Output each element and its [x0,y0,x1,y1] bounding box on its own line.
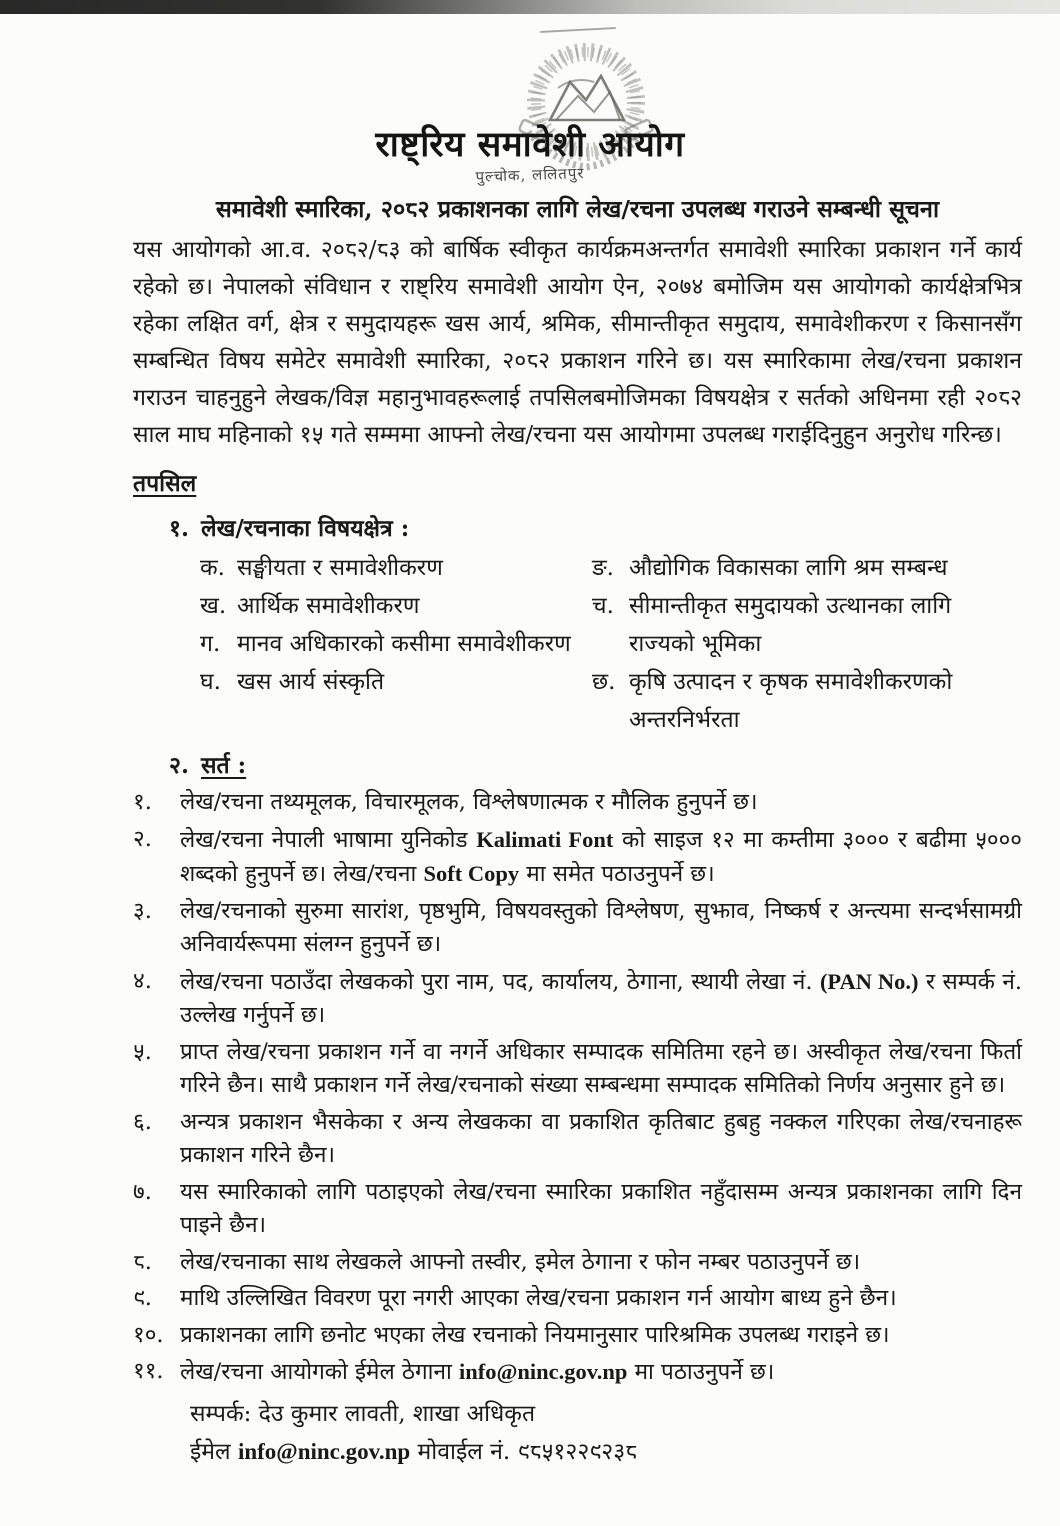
topics-column-right [592,549,1022,739]
term-item [133,1319,1022,1353]
topic-item [592,587,1014,663]
contact-person-line: सम्पर्क: देउ कुमार लावती, शाखा अधिकृत [190,1400,536,1427]
topic-text: कृषि उत्पादन र कृषक समावेशीकरणको अन्तरनिर्भरता [629,669,953,733]
contact-email-line: ईमेल info@ninc.gov.np मोवाईल नं. ९८५१२२९२३८ [190,1438,638,1465]
topics-heading-text: लेख/रचनाका विषयक्षेत्र : [201,515,410,542]
term-number: ११. [133,1358,164,1384]
terms-heading [169,747,1022,784]
term-text: लेख/रचना नेपाली भाषामा युनिकोड Kalimati Font को साइज १२ मा कम्तीमा ३००० र बढीमा ५००० शब्दको हुनुपर्ने छ। लेख/रचना Soft Copy मा समेत पठाउनुपर्ने छ। [180,826,1023,887]
tapasil-heading [133,466,1022,502]
term-text: माथि उल्लिखित विवरण पूरा नगरी आएका लेख/रचना प्रकाशन गर्न आयोग बाध्य हुने छैन। [180,1285,897,1311]
term-number: ५. [133,1038,152,1065]
term-text: अन्यत्र प्रकाशन भैसकेका र अन्य लेखकका वा प्रकाशित कृतिबाट हुबहु नक्कल गरिएका लेख/रचनाहरू प्रकाशन गरिने छैन। [180,1108,1022,1168]
terms-heading-text: सर्त : [201,752,247,779]
topic-item [200,587,592,625]
term-number: ४. [133,967,152,994]
term-number: ९. [133,1285,152,1311]
topic-label: छ. [592,669,616,695]
term-text: प्राप्त लेख/रचना प्रकाशन गर्ने वा नगर्ने अधिकार सम्पादक समितिमा रहने छ। अस्वीकृत लेख/रचना फिर्ता गरिने छैन। साथै प्रकाशन गर्ने लेख/रचनाको संख्या सम्बन्धमा सम्पादक समितिको निर्णय अनुसार हुने छ। [180,1038,1022,1098]
topic-item [200,625,592,663]
topic-text: औद्योगिक विकासका लागि श्रम सम्बन्ध [629,555,948,581]
term-text: लेख/रचना पठाउँदा लेखकको पुरा नाम, पद, कार्यालय, ठेगाना, स्थायी लेखा नं. (PAN No.) र सम्पर्क नं. उल्लेख गर्नुपर्ने छ। [180,968,1023,1028]
terms-heading-number: २. [169,752,189,779]
term-item [133,1282,1022,1316]
contact-block [190,1396,1022,1471]
topic-text: मानव अधिकारको कसीमा समावेशीकरण [237,631,571,657]
topic-text: खस आर्य संस्कृति [237,669,385,695]
term-text: लेख/रचनाको सुरुमा सारांश, पृष्ठभुमि, विषयवस्तुको विश्लेषण, सुझाव, निष्कर्ष र अन्त्यमा सन्दर्भसामग्री अनिवार्यरूपमा संलग्न हुनुपर्ने छ। [180,897,1022,957]
topics-column-left [200,549,592,739]
term-item [133,1036,1022,1103]
topics-heading-number: १. [169,515,189,542]
term-number: ३. [133,897,152,924]
term-number: ७. [133,1178,152,1205]
topic-item [592,549,1014,587]
topic-label: ख. [200,593,227,619]
term-number: ८. [133,1248,152,1275]
term-number: १. [133,789,152,815]
term-text: लेख/रचनाका साथ लेखकले आफ्नो तस्वीर, इमेल ठेगाना र फोन नम्बर पठाउनुपर्ने छ। [180,1248,861,1275]
topic-label: घ. [200,669,221,695]
topic-item [592,663,1014,739]
topic-label: क. [200,555,225,581]
term-text: लेख/रचना तथ्यमूलक, विचारमूलक, विश्लेषणात्मक र मौलिक हुनुपर्ने छ। [180,789,758,815]
org-name: राष्ट्रिय समावेशी आयोग [375,124,685,165]
term-number: २. [133,825,152,852]
topic-label: ग. [200,631,221,657]
org-location: पुल्चोक, ललितपुर [475,164,585,186]
term-item [133,1176,1022,1243]
term-text: लेख/रचना आयोगको ईमेल ठेगाना info@ninc.gov.np मा पठाउनुपर्ने छ। [180,1359,775,1385]
topic-label: च. [592,593,614,619]
term-number: १०. [133,1321,164,1348]
topics-list [200,549,1022,739]
term-item [133,1355,1022,1390]
term-item [133,895,1022,962]
term-item [133,1106,1022,1173]
term-item [133,965,1022,1033]
term-text: प्रकाशनका लागि छनोट भएका लेख रचनाको नियमानुसार पारिश्रमिक उपलब्ध गराइने छ। [180,1321,890,1348]
term-item [133,823,1022,892]
topic-label: ङ. [592,555,614,581]
tapasil-heading-text: तपसिल [133,470,197,497]
notice-title: समावेशी स्मारिका, २०८२ प्रकाशनका लागि लेख/रचना उपलब्ध गराउने सम्बन्धी सूचना [215,195,940,223]
term-text: यस स्मारिकाको लागि पठाइएको लेख/रचना स्मारिका प्रकाशित नहुँदासम्म अन्यत्र प्रकाशनका लागि दिन पाइने छैन। [180,1178,1022,1238]
term-item [133,786,1022,820]
topic-text: आर्थिक समावेशीकरण [237,593,420,619]
topic-item [200,663,592,701]
term-item [133,1246,1022,1280]
topics-heading [169,510,1022,547]
intro-paragraph: यस आयोगको आ.व. २०८२/८३ को बार्षिक स्वीकृत कार्यक्रमअन्तर्गत समावेशी स्मारिका प्रकाशन गर्ने कार्य रहेको छ। नेपालको संविधान र राष्ट्रिय समावेशी आयोग ऐन, २०७४ बमोजिम यस आयोगको कार्यक्षेत्रभित्र रहेका लक्षित वर्ग, क्षेत्र र समुदायहरू खस आर्य, श्रमिक, सीमान्तीकृत समुदाय, समावेशीकरण र किसानसँग सम्बन्धित विषय समेटेर समावेशी स्मारिका, २०८२ प्रकाशन गरिने छ। यस स्मारिकामा लेख/रचना प्रकाशन गराउन चाहनुहुने लेखक/विज्ञ महानुभावहरूलाई तपसिलबमोजिमका विषयक्षेत्र र सर्तको अधिनमा रही २०८२ साल माघ महिनाको १५ गते सम्ममा आफ्नो लेख/रचना यस आयोगमा उपलब्ध गराईदिनुहुन अनुरोध गरिन्छ। [133,237,1022,448]
topic-item [200,549,592,587]
topic-text: सङ्घीयता र समावेशीकरण [237,555,443,581]
terms-list [133,786,1022,1390]
topic-text: सीमान्तीकृत समुदायको उत्थानका लागि राज्यको भूमिका [629,593,952,657]
term-number: ६. [133,1108,152,1135]
